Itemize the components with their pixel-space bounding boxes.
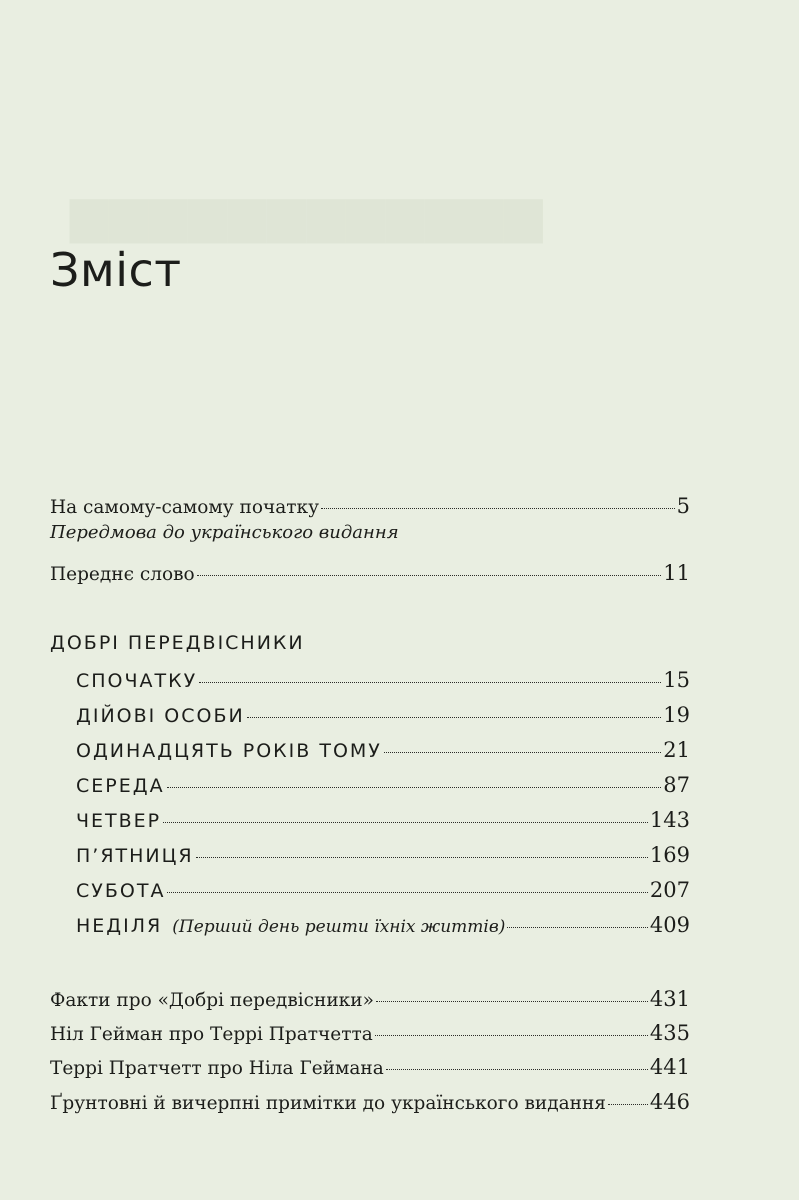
- toc-page-number: 21: [663, 738, 690, 762]
- toc-entry-label: СЕРЕДА: [76, 775, 165, 797]
- toc-page-number: 409: [649, 913, 690, 937]
- toc-chapter-4[interactable]: [76, 808, 690, 833]
- toc-entry-label: ОДИНАДЦЯТЬ РОКІВ ТОМУ: [76, 740, 382, 762]
- toc-entry-label: ДІЙОВІ ОСОБИ: [76, 705, 245, 727]
- toc-entry-front-0[interactable]: [50, 494, 690, 520]
- dot-leader: [608, 1104, 648, 1105]
- toc-entry-front-1[interactable]: [50, 561, 690, 587]
- toc-entry-label: ЧЕТВЕР: [76, 810, 162, 832]
- toc-chapter-0[interactable]: [76, 668, 690, 693]
- toc-page-number: 15: [663, 668, 690, 692]
- toc-entry-back-0[interactable]: [50, 987, 690, 1013]
- toc-page-number: 207: [649, 878, 690, 902]
- toc-entry-back-1[interactable]: [50, 1021, 690, 1047]
- show-through-ghost: ▆▆▆▆▆▆▆▆▆▆▆▆: [70, 185, 544, 243]
- toc-page-number: 441: [649, 1055, 690, 1079]
- dot-leader: [384, 752, 661, 753]
- toc-page-number: 431: [649, 987, 690, 1011]
- dot-leader: [196, 857, 648, 858]
- toc-chapter-1[interactable]: [76, 703, 690, 728]
- dot-leader: [247, 717, 662, 718]
- toc-page-number: 5: [676, 494, 690, 518]
- toc-entry-label: СПОЧАТКУ: [76, 670, 198, 692]
- toc-chapter-5[interactable]: [76, 843, 690, 868]
- toc-chapter-3[interactable]: [76, 773, 690, 798]
- toc-page-number: 19: [663, 703, 690, 727]
- dot-leader: [386, 1069, 648, 1070]
- toc-entry-back-3[interactable]: [50, 1090, 690, 1116]
- part-title: ДОБРІ ПЕРЕДВІСНИКИ: [50, 632, 305, 654]
- toc-chapter-7[interactable]: [76, 913, 690, 939]
- toc-entry-subtitle: Передмова до українського видання: [50, 522, 399, 543]
- toc-entry-label: [76, 914, 505, 939]
- dot-leader: [321, 508, 675, 509]
- toc-entry-label: Переднє слово: [50, 564, 195, 585]
- toc-entry-label: На самому-самому початку: [50, 497, 319, 518]
- toc-page-number: 169: [649, 843, 690, 867]
- toc-entry-label: Ніл Гейман про Террі Пратчетта: [50, 1024, 373, 1045]
- dot-leader: [197, 575, 662, 576]
- toc-entry-label: Террі Пратчетт про Ніла Геймана: [50, 1058, 384, 1079]
- toc-page-number: 446: [649, 1090, 690, 1114]
- toc-chapter-2[interactable]: [76, 738, 690, 763]
- toc-entry-label: СУБОТА: [76, 880, 166, 902]
- dot-leader: [376, 1001, 648, 1002]
- toc-page-number: 435: [649, 1021, 690, 1045]
- dot-leader: [167, 892, 647, 893]
- dot-leader: [375, 1035, 648, 1036]
- dot-leader: [199, 682, 661, 683]
- chapter-note: (Перший день решти їхніх життів): [172, 917, 506, 937]
- toc-entry-label: Ґрунтовні й вичерпні примітки до українського видання: [50, 1093, 606, 1114]
- chapter-name: НЕДІЛЯ: [76, 915, 163, 937]
- dot-leader: [163, 822, 648, 823]
- dot-leader: [167, 787, 662, 788]
- toc-page-number: 143: [649, 808, 690, 832]
- dot-leader: [507, 927, 648, 928]
- toc-page-number: 11: [663, 561, 690, 585]
- toc-page-number: 87: [663, 773, 690, 797]
- toc-entry-label: П’ЯТНИЦЯ: [76, 845, 194, 867]
- page-title: Зміст: [50, 243, 182, 297]
- toc-chapter-6[interactable]: [76, 878, 690, 903]
- toc-entry-label: Факти про «Добрі передвісники»: [50, 990, 374, 1011]
- toc-entry-back-2[interactable]: [50, 1055, 690, 1081]
